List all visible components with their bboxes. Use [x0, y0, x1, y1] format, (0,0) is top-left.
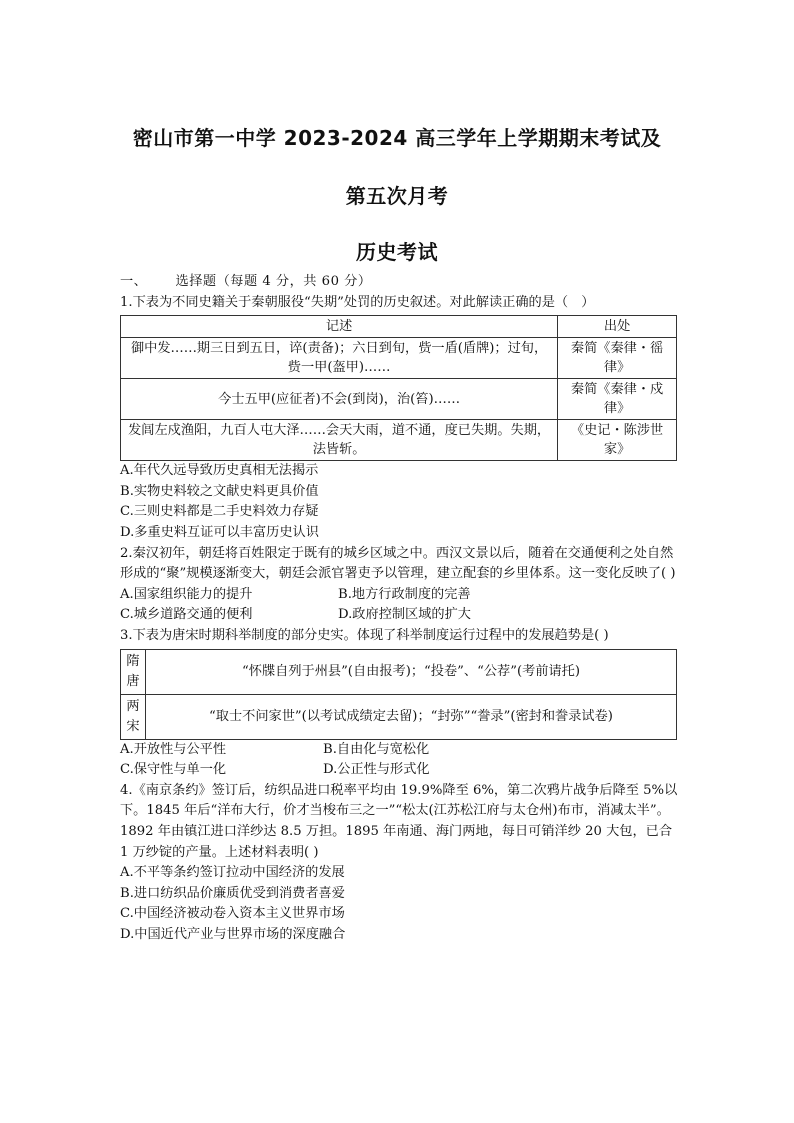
- q3-fact-cell: “怀牒自列于州县”(自由报考)；“投卷”、“公荐”(考前请托): [146, 649, 677, 694]
- q1-table: [120, 315, 677, 461]
- exam-content: [120, 272, 680, 945]
- q1-stem: 1.下表为不同史籍关于秦朝服役“失期”处罚的历史叙述。对此解读正确的是（ ）: [120, 294, 595, 310]
- q4-option-d: D.中国近代产业与世界市场的深度融合: [120, 926, 346, 942]
- q3-era-cell: 隋唐: [121, 649, 146, 694]
- q3-options-row2: [120, 760, 680, 781]
- q1-source-cell: 《史记・陈涉世家》: [558, 420, 677, 461]
- section-heading: [120, 272, 680, 293]
- q3-stem: 3.下表为唐宋时期科举制度的部分史实。体现了科举制度运行过程中的发展趋势是( ): [120, 627, 609, 643]
- q1-record-cell: 发闾左戍渔阳，九百人屯大泽……会天大雨，道不通，度已失期。失期，法皆斩。: [121, 420, 558, 461]
- table-row: [121, 420, 677, 461]
- q1-option-a: A.年代久远导致历史真相无法揭示: [120, 463, 319, 479]
- q4-option-a: A.不平等条约签订拉动中国经济的发展: [120, 865, 345, 881]
- table-row: [121, 338, 677, 379]
- q3-option-c: C.保守性与单一化: [120, 762, 227, 778]
- q2-option-b: B.地方行政制度的完善: [338, 586, 471, 602]
- q1-source-cell: 秦简《秦律・戍律》: [558, 379, 677, 420]
- q1-record-cell: 御中发……期三日到五日，谇(责备)；六日到旬，赀一盾(盾牌)；过旬，赀一甲(盔甲)……: [121, 338, 558, 379]
- q3-option-b: B.自由化与宽松化: [323, 741, 430, 757]
- q3-option-a: A.开放性与公平性: [120, 741, 227, 757]
- exam-title-line1: 密山市第一中学 2023-2024 高三学年上学期期末考试及: [132, 126, 662, 150]
- section-label: 选择题（每题 4 分，共 60 分）: [175, 274, 372, 289]
- q1-source-cell: 秦简《秦律・徭律》: [558, 338, 677, 379]
- q1-option-b: B.实物史料较之文献史料更具价值: [120, 483, 319, 499]
- q1-table-header-record: 记述: [121, 316, 558, 338]
- q4-option-c: C.中国经济被动卷入资本主义世界市场: [120, 906, 345, 922]
- q2-option-c: C.城乡道路交通的便利: [120, 607, 253, 623]
- q3-era-cell: 两宋: [121, 694, 146, 739]
- q4-option-b: B.进口纺织品价廉质优受到消费者喜爱: [120, 885, 345, 901]
- q3-table: [120, 649, 677, 740]
- q2-option-a: A.国家组织能力的提升: [120, 586, 253, 602]
- section-number: 一、: [120, 274, 148, 289]
- table-row: [121, 379, 677, 420]
- table-row: [121, 694, 677, 739]
- exam-title-line2: 第五次月考: [345, 184, 449, 208]
- q1-record-cell: 今士五甲(应征者)不会(到岗)，治(笞)……: [121, 379, 558, 420]
- q1-option-d: D.多重史料互证可以丰富历史认识: [120, 524, 319, 540]
- q3-fact-cell: “取士不问家世”(以考试成绩定去留)；“封弥”“誊录”(密封和誊录试卷): [146, 694, 677, 739]
- q3-options-row1: [120, 740, 680, 761]
- q3-option-d: D.公正性与形式化: [323, 762, 430, 778]
- q4-stem: 4.《南京条约》签订后，纺织品进口税率平均由 19.9%降至 6%，第二次鸦片战争后降至 5%以下。1845 年后“洋布大行，价才当梭布三之一”“松太(江苏松江府与太仓州)布市，消减太半”。1892 年由镇江进口洋纱达 8.5 万担。1895 年南通、海门两地，每日可销洋纱 20 大包，已合 1 万纱锭的产量。上述材料表明( ): [120, 782, 678, 860]
- table-row: [121, 649, 677, 694]
- q2-options-row2: [120, 605, 680, 626]
- exam-subject: 历史考试: [356, 240, 438, 264]
- q2-option-d: D.政府控制区域的扩大: [338, 607, 471, 623]
- q2-stem: 2.秦汉初年，朝廷将百姓限定于既有的城乡区域之中。西汉文景以后，随着在交通便利之处自然形成的“聚”规模逐渐变大，朝廷会派官署吏予以管理，建立配套的乡里体系。这一变化反映了( ): [120, 545, 676, 582]
- q1-option-c: C.三则史料都是二手史料效力存疑: [120, 504, 319, 520]
- q1-table-header-source: 出处: [558, 316, 677, 338]
- q2-options-row1: [120, 585, 680, 606]
